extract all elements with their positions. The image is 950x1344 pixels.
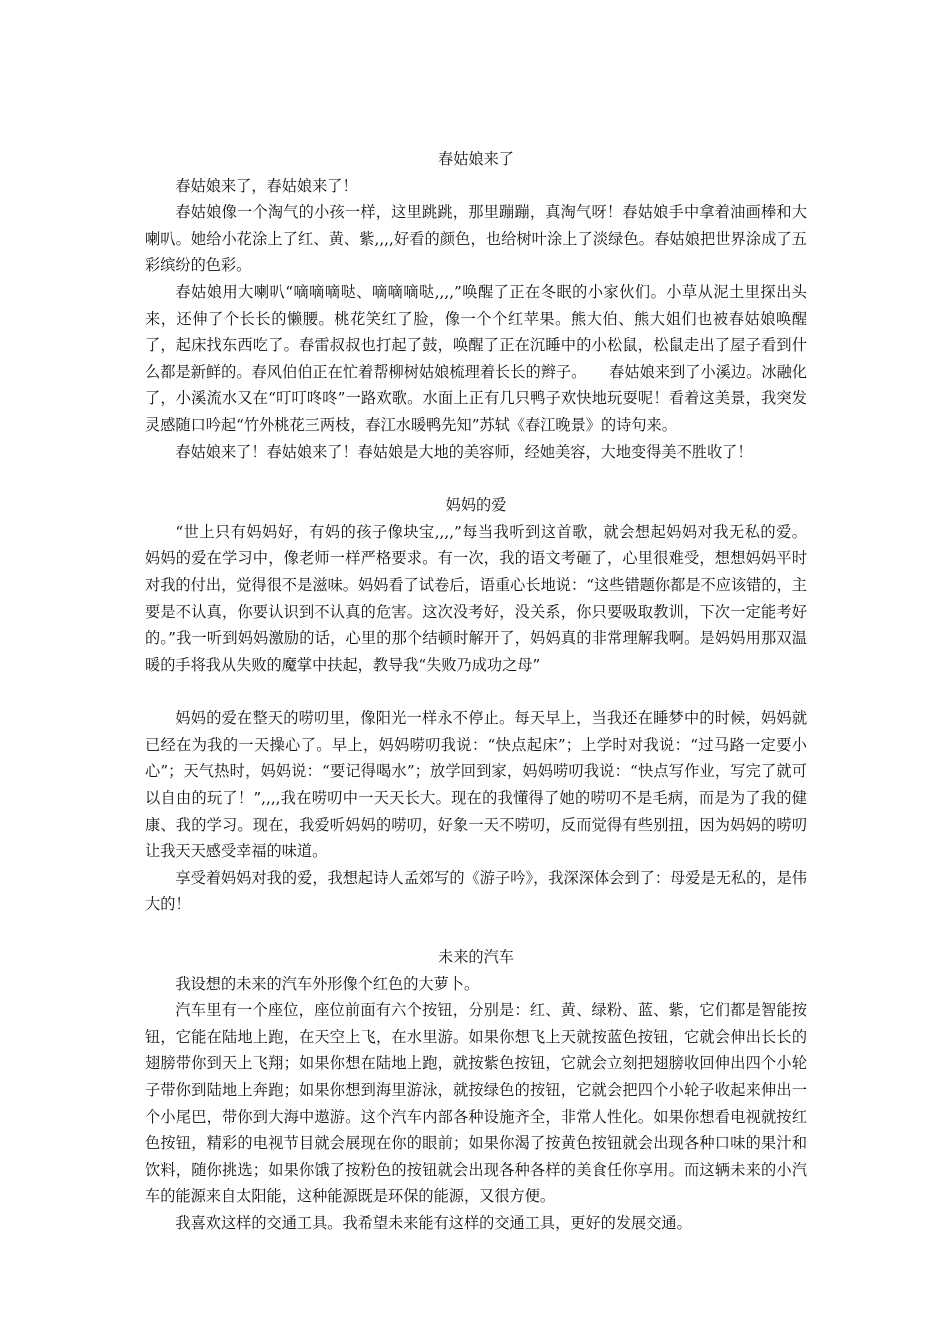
essay-title: 春姑娘来了 (438, 150, 514, 168)
essay-paragraph: 春姑娘像一个淘气的小孩一样，这里跳跳，那里蹦蹦，真淘气呀！春姑娘手中拿着油画棒和大喇叭。她给小花涂上了红、黄、紫,,,,好看的颜色，也给树叶涂上了淡绿色。春姑娘把世界涂成了五彩缤纷的色彩。 (145, 203, 807, 275)
essay-paragraph: 春姑娘来了！春姑娘来了！春姑娘是大地的美容师，经她美容，大地变得美不胜收了！ (175, 442, 753, 461)
essay-paragraph: 妈妈的爱在整天的唠叨里，像阳光一样永不停止。每天早上，当我还在睡梦中的时候，妈妈就已经在为我的一天操心了。早上，妈妈唠叨我说：“快点起床”；上学时对我说：“过马路一定要小心”；天气热时，妈妈说：“要记得喝水”；放学回到家，妈妈唠叨我说：“快点写作业，写完了就可以自由的玩了！”,,,,我在唠叨中一天天长大。现在的我懂得了她的唠叨不是毛病，而是为了我的健康、我的学习。现在，我爱听妈妈的唠叨，好象一天不唠叨，反而觉得有些别扭，因为妈妈的唠叨让我天天感受幸福的味道。 (145, 709, 807, 861)
essay-paragraph: 我喜欢这样的交通工具。我希望未来能有这样的交通工具，更好的发展交通。 (175, 1213, 692, 1232)
essay-paragraph: 我设想的未来的汽车外形像个红色的大萝卜。 (175, 974, 480, 993)
essay-paragraph: 春姑娘用大喇叭“嘀嘀嘀哒、嘀嘀嘀哒,,,,”唤醒了正在冬眠的小家伙们。小草从泥土里探出头来，还伸了个长长的懒腰。桃花笑红了脸，像一个个红苹果。熊大伯、熊大姐们也被春姑娘唤醒了，起床找东西吃了。春雷叔叔也打起了鼓，唤醒了正在沉睡中的小松鼠，松鼠走出了屋子看到什么都是新鲜的。春风伯伯正在忙着帮柳树姑娘梳理着长长的辫子。 春姑娘来到了小溪边。冰融化了，小溪流水又在“叮叮咚咚”一路欢歌。水面上正有几只鸭子欢快地玩耍呢！看着这美景，我突发灵感随口吟起“竹外桃花三两枝，春江水暖鸭先知”苏轼《春江晚景》的诗句来。 (145, 282, 807, 434)
essay-spring (145, 146, 807, 465)
section-gap (145, 918, 807, 944)
essay-mother (145, 492, 807, 918)
essay-paragraph: 春姑娘来了，春姑娘来了！ (175, 176, 358, 195)
essay-paragraph: 汽车里有一个座位，座位前面有六个按钮，分别是：红、黄、绿粉、蓝、紫，它们都是智能按钮，它能在陆地上跑，在天空上飞，在水里游。如果你想飞上天就按蓝色按钮，它就会伸出长长的翅膀带你到天上飞翔；如果你想在陆地上跑，就按紫色按钮，它就会立刻把翅膀收回伸出四个小轮子带你到陆地上奔跑；如果你想到海里游泳，就按绿色的按钮，它就会把四个小轮子收起来伸出一个小尾巴，带你到大海中遨游。这个汽车内部各种设施齐全，非常人性化。如果你想看电视就按红色按钮，精彩的电视节目就会展现在你的眼前；如果你渴了按黄色按钮就会出现各种口味的果汁和饮料，随你挑选；如果你饿了按粉色的按钮就会出现各种各样的美食任你享用。而这辆未来的小汽车的能源来自太阳能，这种能源既是环保的能源，又很方便。 (145, 1001, 807, 1206)
document-page (145, 146, 807, 1237)
essay-paragraph: 享受着妈妈对我的爱，我想起诗人孟郊写的《游子吟》，我深深体会到了：母爱是无私的，是伟大的！ (145, 868, 807, 914)
essay-title: 妈妈的爱 (445, 496, 507, 515)
paragraph-gap (145, 678, 807, 705)
essay-future-car (145, 944, 807, 1237)
essay-title: 未来的汽车 (438, 948, 514, 967)
essay-paragraph: “世上只有妈妈好，有妈的孩子像块宝,,,,”每当我听到这首歌，就会想起妈妈对我无私的爱。 妈妈的爱在学习中，像老师一样严格要求。有一次，我的语文考砸了，心里很难受，想想妈妈平时对我的付出，觉得很不是滋味。妈妈看了试卷后，语重心长地说：“这些错题你都是不应该错的，主要是不认真，你要认识到不认真的危害。这次没考好，没关系，你只要吸取教训，下次一定能考好的。”我一听到妈妈激励的话，心里的那个结顿时解开了，妈妈真的非常理解我啊。是妈妈用那双温暖的手将我从失败的魔掌中扶起，教导我“失败乃成功之母” (145, 522, 807, 674)
section-gap (145, 465, 807, 492)
